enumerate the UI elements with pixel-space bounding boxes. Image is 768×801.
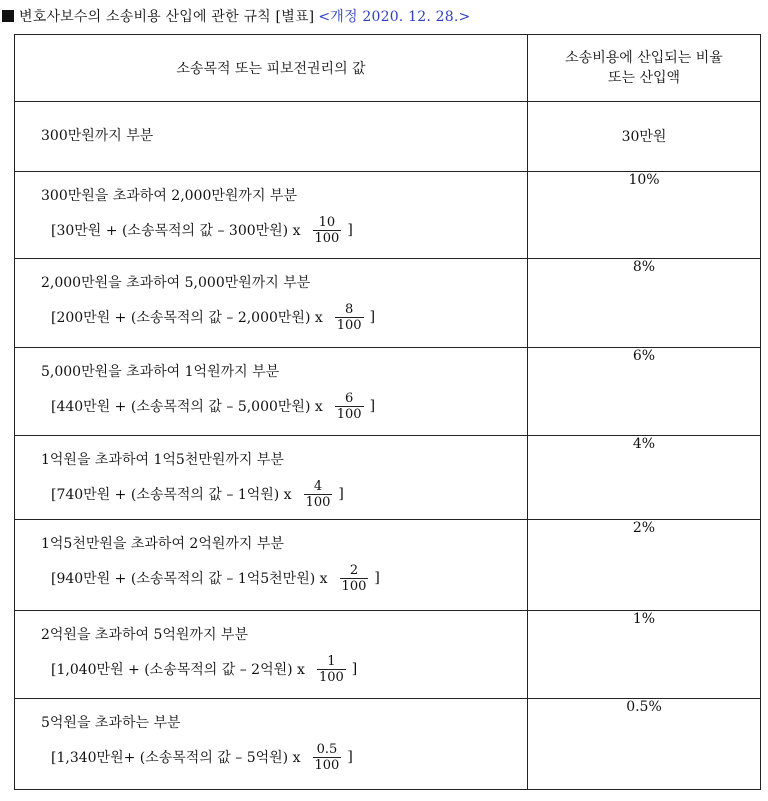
condition-cell: [15, 436, 528, 520]
fee-table: [14, 34, 761, 790]
document-title: [2, 6, 470, 26]
fraction: [317, 654, 346, 685]
fraction-numerator: 8: [345, 301, 354, 317]
formula-line: [41, 476, 527, 512]
table-row: [15, 611, 761, 699]
fraction-denominator: 100: [318, 669, 344, 685]
fraction-denominator: 100: [305, 494, 331, 510]
table-row: [15, 102, 761, 172]
condition-text: 1억원을 초과하여 1억5천만원까지 부분: [41, 452, 284, 468]
rate-cell: 10%: [528, 172, 761, 259]
rate-cell: 6%: [528, 348, 761, 436]
closing-bracket: ]: [369, 309, 376, 325]
fraction-numerator: 10: [318, 214, 336, 230]
amendment-note: <개정 2020. 12. 28.>: [318, 9, 471, 25]
title-text: 변호사보수의 소송비용 산입에 관한 규칙 [별표]: [19, 9, 315, 25]
closing-bracket: ]: [351, 661, 358, 677]
closing-bracket: ]: [347, 222, 353, 238]
formula-text: [740만원 + (소송목적의 값 – 1억원) x: [51, 487, 292, 503]
condition-text: 300만원을 초과하여 2,000만원까지 부분: [41, 188, 297, 204]
table-row: [15, 436, 761, 520]
condition-cell: [15, 102, 528, 172]
fraction: [340, 563, 369, 594]
formula-line: [41, 388, 527, 424]
closing-bracket: ]: [338, 486, 344, 502]
formula-line: [41, 739, 527, 775]
formula-line: [41, 560, 527, 596]
fraction-numerator: 0.5: [316, 741, 338, 757]
closing-bracket: ]: [369, 398, 376, 414]
formula-text: [200만원 + (소송목적의 값 – 2,000만원) x: [51, 310, 323, 326]
rate-cell: 8%: [528, 259, 761, 348]
header-rate-line1: 소송비용에 산입되는 비율: [565, 50, 723, 66]
condition-cell: [15, 348, 528, 436]
formula-text: [940만원 + (소송목적의 값 – 1억5천만원) x: [51, 571, 328, 587]
table-row: [15, 259, 761, 348]
header-value-column: 소송목적 또는 피보전권리의 값: [15, 35, 528, 102]
rate-cell: 30만원: [528, 102, 761, 172]
fraction-denominator: 100: [314, 230, 340, 246]
fraction-numerator: 6: [345, 390, 354, 406]
header-rate-line2: 또는 산입액: [607, 70, 681, 86]
table-row: [15, 699, 761, 790]
fraction: [304, 479, 333, 510]
condition-cell: [15, 520, 528, 611]
condition-text: 2억원을 초과하여 5억원까지 부분: [41, 627, 248, 643]
formula-line: [41, 212, 527, 248]
formula-text: [1,340만원+ (소송목적의 값 – 5억원) x: [51, 750, 301, 766]
square-bullet-icon: [2, 10, 14, 22]
condition-cell: [15, 259, 528, 348]
formula-text: [30만원 + (소송목적의 값 – 300만원) x: [51, 223, 301, 239]
table-row: [15, 348, 761, 436]
rate-cell: 0.5%: [528, 699, 761, 790]
closing-bracket: ]: [347, 749, 353, 765]
condition-cell: [15, 699, 528, 790]
condition-text: 2,000만원을 초과하여 5,000만원까지 부분: [41, 275, 311, 291]
fraction: [313, 742, 342, 773]
rate-cell: 4%: [528, 436, 761, 520]
rate-cell: 2%: [528, 520, 761, 611]
fraction: [335, 391, 364, 422]
formula-text: [440만원 + (소송목적의 값 – 5,000만원) x: [51, 399, 323, 415]
fraction-denominator: 100: [314, 757, 340, 773]
fraction-denominator: 100: [336, 317, 362, 333]
fraction-denominator: 100: [341, 578, 367, 594]
rate-cell: 1%: [528, 611, 761, 699]
fraction: [335, 302, 364, 333]
formula-text: [1,040만원 + (소송목적의 값 – 2억원) x: [51, 662, 305, 678]
formula-line: [41, 651, 527, 687]
fraction-numerator: 2: [349, 562, 359, 578]
condition-text: 1억5천만원을 초과하여 2억원까지 부분: [41, 536, 284, 552]
fraction-denominator: 100: [336, 406, 362, 422]
table-header-row: [15, 35, 761, 102]
condition-text: 5,000만원을 초과하여 1억원까지 부분: [41, 364, 280, 380]
condition-cell: [15, 172, 528, 259]
formula-line: [41, 299, 527, 335]
fraction-numerator: 1: [327, 653, 336, 669]
header-rate-column: [528, 35, 761, 102]
table-body: [15, 102, 761, 790]
fraction: [313, 215, 342, 246]
fraction-numerator: 4: [313, 478, 323, 494]
condition-text: 5억원을 초과하는 부분: [41, 715, 181, 731]
table-row: [15, 520, 761, 611]
table-row: [15, 172, 761, 259]
condition-text: 300만원까지 부분: [41, 128, 154, 144]
condition-cell: [15, 611, 528, 699]
closing-bracket: ]: [374, 570, 380, 586]
